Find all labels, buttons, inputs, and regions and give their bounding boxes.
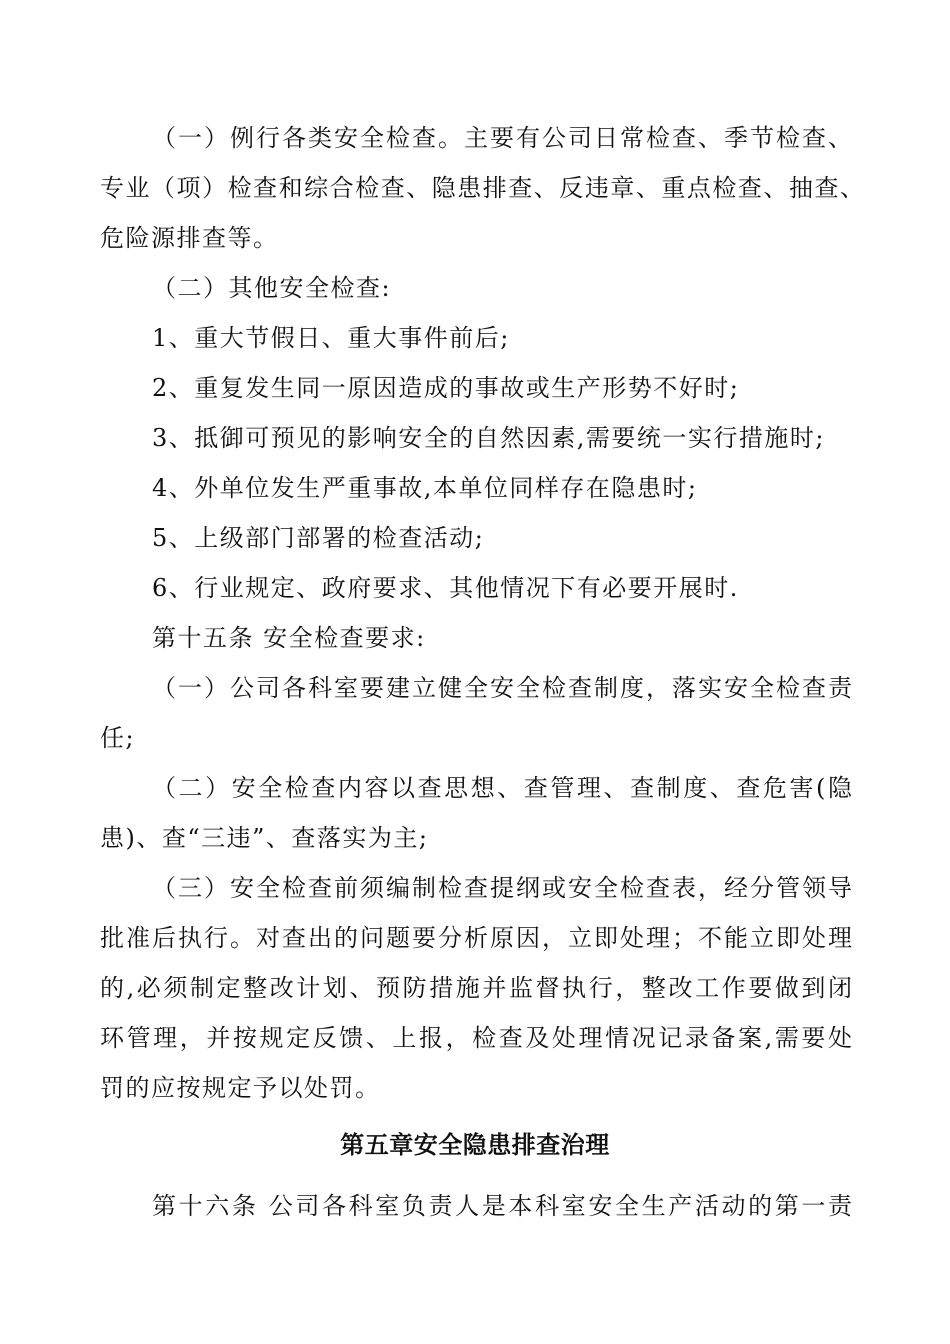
list-item: 6、行业规定、政府要求、其他情况下有必要开展时. [152,574,739,602]
paragraph-line: 第十六条 公司各科室负责人是本科室安全生产活动的第一责 [152,1192,852,1220]
article-heading: 第十五条 安全检查要求: [152,624,426,652]
paragraph-line: 环管理，并按规定反馈、上报，检查及处理情况记录备案,需要处 [100,1024,852,1052]
list-item: 5、上级部门部署的检查活动; [152,524,485,552]
paragraph-line: 危险源排查等。 [100,224,279,252]
paragraph-line: （一）例行各类安全检查。主要有公司日常检查、季节检查、 [152,124,852,152]
paragraph-line: 患)、查“三违”、查落实为主; [100,824,429,852]
paragraph-line: 批准后执行。对查出的问题要分析原因，立即处理；不能立即处理 [100,924,852,952]
list-item: 4、外单位发生严重事故,本单位同样存在隐患时; [152,474,698,502]
list-item: 3、抵御可预见的影响安全的自然因素,需要统一实行措施时; [152,424,825,452]
list-item: 1、重大节假日、重大事件前后; [152,324,510,352]
list-item: 2、重复发生同一原因造成的事故或生产形势不好时; [152,374,740,402]
paragraph-line: 任; [100,724,136,752]
paragraph-line: 专业（项）检查和综合检查、隐患排查、反违章、重点检查、抽查、 [100,174,864,202]
paragraph-line: （一）公司各科室要建立健全安全检查制度，落实安全检查责 [152,674,852,702]
paragraph-line: 罚的应按规定予以处罚。 [100,1074,381,1102]
paragraph-line: （三）安全检查前须编制检查提纲或安全检查表，经分管领导 [152,874,852,902]
chapter-title: 第五章安全隐患排查治理 [340,1131,610,1159]
paragraph-line: （二）安全检查内容以查思想、查管理、查制度、查危害(隐 [152,774,852,802]
subsection-heading: （二）其他安全检查: [152,274,392,302]
paragraph-line: 的,必须制定整改计划、预防措施并监督执行，整改工作要做到闭 [100,974,852,1002]
